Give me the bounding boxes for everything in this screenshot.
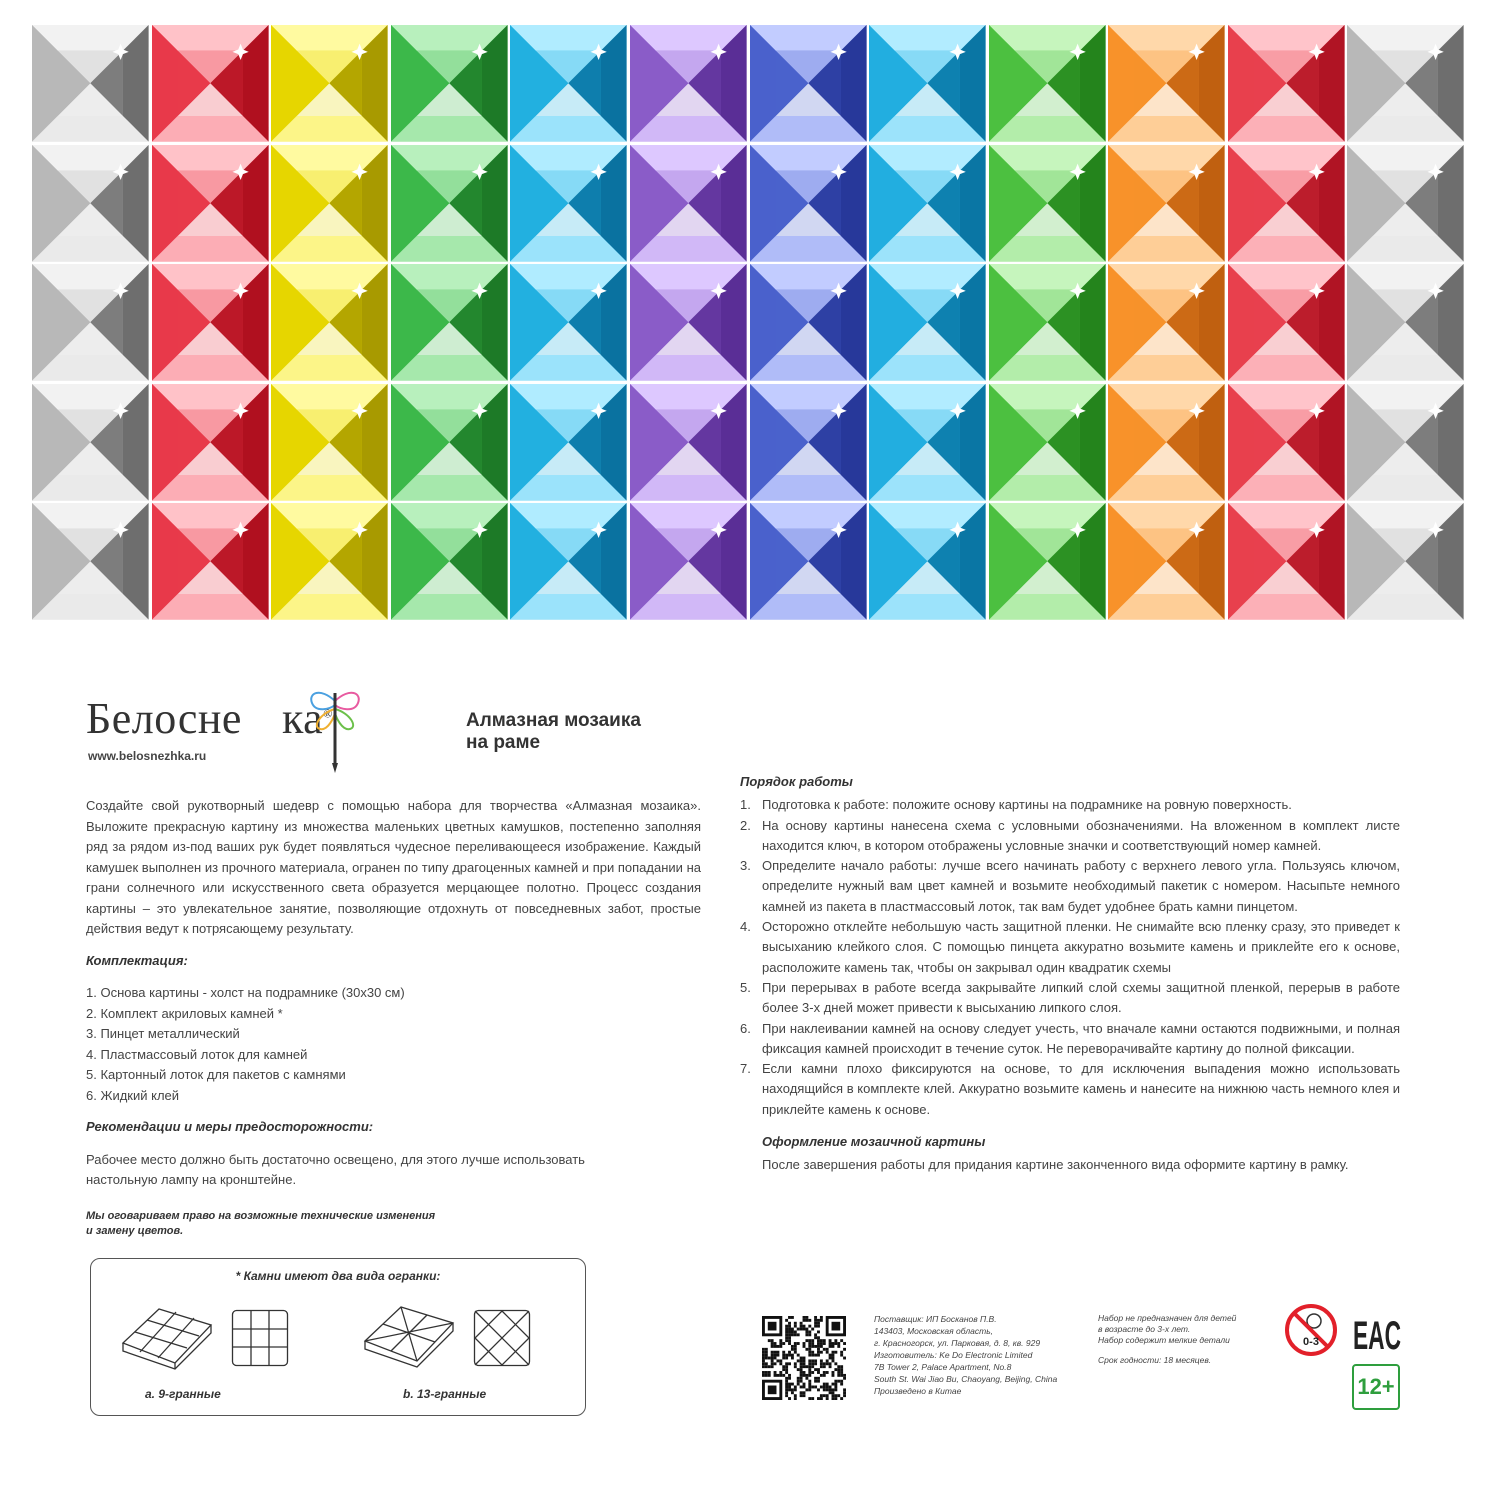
gem-tile-silver	[1347, 145, 1464, 262]
gem-tile-green	[391, 145, 508, 262]
gem-tile-blue	[750, 145, 867, 262]
dragonfly-brush-icon	[306, 683, 364, 773]
gem-tile-red	[152, 145, 269, 262]
gem-tile-orange	[1108, 25, 1225, 142]
gem-tile-violet	[630, 503, 747, 620]
gem-tile-silver	[32, 145, 149, 262]
9-facet-stone-3d-icon	[119, 1303, 215, 1369]
gem-tile-lime	[989, 384, 1106, 501]
gem-tile-silver	[32, 503, 149, 620]
gem-tile-cyan	[510, 503, 627, 620]
gem-tile-blue	[750, 25, 867, 142]
framing-heading: Оформление мозаичной картины	[762, 1134, 986, 1150]
gem-tile-silver	[32, 25, 149, 142]
gem-tile-cyan	[510, 264, 627, 381]
gem-tile-sky	[869, 25, 986, 142]
cut-types-title: * Камни имеют два вида огранки:	[235, 1269, 441, 1283]
gem-tile-crimson	[1228, 25, 1345, 142]
kit-list	[86, 983, 701, 1106]
gem-tile-blue	[750, 503, 867, 620]
gem-tile-crimson	[1228, 503, 1345, 620]
svg-text:EAC: EAC	[1353, 1314, 1401, 1358]
gem-tile-cyan	[510, 145, 627, 262]
9-facet-stone-top-icon	[231, 1309, 289, 1367]
gem-tile-orange	[1108, 264, 1225, 381]
age-rating-badge: 12+	[1352, 1364, 1400, 1410]
gem-tile-yellow	[271, 503, 388, 620]
13-facet-stone-top-icon	[473, 1309, 531, 1367]
gem-tile-crimson	[1228, 384, 1345, 501]
gem-tile-lime	[989, 25, 1106, 142]
gem-tile-blue	[750, 384, 867, 501]
shelf-life: Срок годности: 18 месяцев.	[1098, 1355, 1212, 1365]
9-facet-label: a. 9-гранные	[145, 1387, 221, 1401]
list-item: 7. Если камни плохо фиксируются на основе, то для исключения выпадения можно использовать находящийся в комплекте клей. Аккуратно возьмите камень и нанесите на нижнюю часть немного клея и приклейте камень к основе.	[740, 1061, 1400, 1117]
list-item: 3. Определите начало работы: лучше всего начинать работу с верхнего левого угла. Пользуясь ключом, определите нужный вам цвет камней и возьмите необходимый пакетик с номером. Насыпьте немного камней из пакета в пластмассовый лоток, так вам будет удобнее брать камни пинцетом.	[740, 858, 1400, 914]
gem-tile-crimson	[1228, 264, 1345, 381]
list-item: 1. Подготовка к работе: положите основу картины на подрамнике на ровную поверхность.	[740, 797, 1292, 813]
gem-tile-yellow	[271, 145, 388, 262]
gem-tile-sky	[869, 264, 986, 381]
gem-tile-silver	[32, 264, 149, 381]
list-item: 4. Осторожно отклейте небольшую часть защитной пленки. Не снимайте всю пленку сразу, это приведет к высыханию клейкого слоя. С помощью пинцета аккуратно возьмите камень и приклейте его к основе, расположите камень так, чтобы он закрывал один квадратик схемы	[740, 919, 1400, 975]
safety-text: Рабочее место должно быть достаточно освещено, для этого лучше использовать настольную лампу на кронштейне.	[86, 1151, 585, 1187]
gem-tile-silver	[32, 384, 149, 501]
gem-tile-orange	[1108, 384, 1225, 501]
gem-tile-green	[391, 25, 508, 142]
13-facet-stone-3d-icon	[361, 1301, 457, 1369]
gem-tile-sky	[869, 503, 986, 620]
list-item: 2. На основу картины нанесена схема с условными обозначениями. На вложенном в комплект листе находится ключ, в котором отображены условные значки и соответствующий номер камней.	[740, 817, 1400, 853]
gem-tile-green	[391, 503, 508, 620]
cut-types-box	[90, 1258, 586, 1416]
list-item: 6. При наклеивании камней на основу следует учесть, что вначале камни остаются подвижными, и полная фиксация камней происходит в течение суток. Не переворачивайте картину до полной фиксации.	[740, 1020, 1400, 1056]
framing-text: После завершения работы для придания картине законченного вида оформите картину в рамку.	[762, 1157, 1349, 1173]
gem-tile-lime	[989, 145, 1106, 262]
gem-tile-violet	[630, 145, 747, 262]
no-children-under-3-icon	[1284, 1303, 1338, 1357]
eac-mark-icon	[1352, 1307, 1402, 1358]
brand-url[interactable]: www.belosnezhka.ru	[88, 749, 207, 763]
age-notice: Набор не предназначен для детей в возрасте до 3-х лет. Набор содержит мелкие детали Срок годности: 18 месяцев.	[1098, 1313, 1268, 1366]
kit-heading: Комплектация:	[86, 952, 188, 968]
qr-code-icon[interactable]	[762, 1316, 846, 1400]
gem-tile-silver	[1347, 384, 1464, 501]
list-item: 1. Основа картины - холст на подрамнике (30х30 см)	[86, 985, 405, 1000]
list-item: 5. Картонный лоток для пакетов с камнями	[86, 1067, 346, 1082]
gem-tile-red	[152, 25, 269, 142]
gem-tile-violet	[630, 25, 747, 142]
gem-tile-blue	[750, 264, 867, 381]
intro-text: Создайте свой рукотворный шедевр с помощью набора для творчества «Алмазная мозаика». Выложите прекрасную картину из множества маленьких цветных камушков, постепенно заполняя ряд за рядом из-под ваших рук будет появляться чудесное переливающееся изображение. Каждый камушек выполнен из прочного материала, огранен по типу драгоценных камней и при попадании на грани солнечного или искусственного света образуется мерцающее полотно. Процесс создания картины – это увлекательное занятие, позволяющие отдохнуть от повседневных забот, простые действия ведут к потрясающему результату.	[86, 798, 701, 936]
list-item: 4. Пластмассовый лоток для камней	[86, 1046, 308, 1062]
gem-tile-sky	[869, 145, 986, 262]
gem-tile-violet	[630, 264, 747, 381]
procedure-steps	[740, 795, 1400, 1120]
gem-tile-orange	[1108, 503, 1225, 620]
gem-tile-cyan	[510, 25, 627, 142]
gem-tile-lime	[989, 264, 1106, 381]
gem-tile-green	[391, 384, 508, 501]
gem-tile-crimson	[1228, 145, 1345, 262]
safety-heading: Рекомендации и меры предосторожности:	[86, 1119, 374, 1134]
gem-tile-yellow	[271, 384, 388, 501]
brand-logo	[86, 683, 446, 773]
gem-tile-silver	[1347, 25, 1464, 142]
list-item: 6. Жидкий клей	[86, 1087, 180, 1103]
list-item: 3. Пинцет металлический	[86, 1026, 240, 1041]
13-facet-label: b. 13-гранные	[403, 1387, 487, 1401]
gem-tile-sky	[869, 384, 986, 501]
gem-tile-red	[152, 503, 269, 620]
gem-tile-red	[152, 264, 269, 381]
left-column	[86, 796, 701, 1239]
brand-name: Белосне ка®	[86, 694, 333, 743]
gem-tile-yellow	[271, 25, 388, 142]
gem-tile-green	[391, 264, 508, 381]
gem-tile-red	[152, 384, 269, 501]
gem-tile-orange	[1108, 145, 1225, 262]
gem-tile-silver	[1347, 503, 1464, 620]
disclaimer: Мы оговариваем право на возможные технические изменения и замену цветов.	[86, 1209, 436, 1237]
product-title: Алмазная мозаика на раме	[466, 710, 641, 753]
procedure-heading: Порядок работы	[740, 774, 853, 789]
gem-tile-yellow	[271, 264, 388, 381]
right-column	[740, 772, 1400, 1176]
list-item: 5. При перерывах в работе всегда закрывайте липкий слой схемы защитной пленкой, перерыв в работе более 3-х дней может привести к высыханию липкого слоя.	[740, 979, 1400, 1016]
gem-tile-lime	[989, 503, 1106, 620]
svg-text:0-3: 0-3	[1303, 1336, 1319, 1348]
supplier-info: Поставщик: ИП Босканов П.В. 143403, Московская область, г. Красногорск, ул. Парковая, д. 8, кв. 929 Изготовитель: Ke Do Electronic Limited 7B Tower 2, Palace Apartment, No.8 South St. Wai Jiao Bu, Chaoyang, Beijing, China Произведено в Китае	[874, 1314, 1058, 1396]
list-item: 2. Комплект акриловых камней *	[86, 1005, 283, 1021]
gem-mosaic-banner	[32, 25, 1464, 617]
gem-tile-violet	[630, 384, 747, 501]
gem-tile-silver	[1347, 264, 1464, 381]
gem-tile-cyan	[510, 384, 627, 501]
